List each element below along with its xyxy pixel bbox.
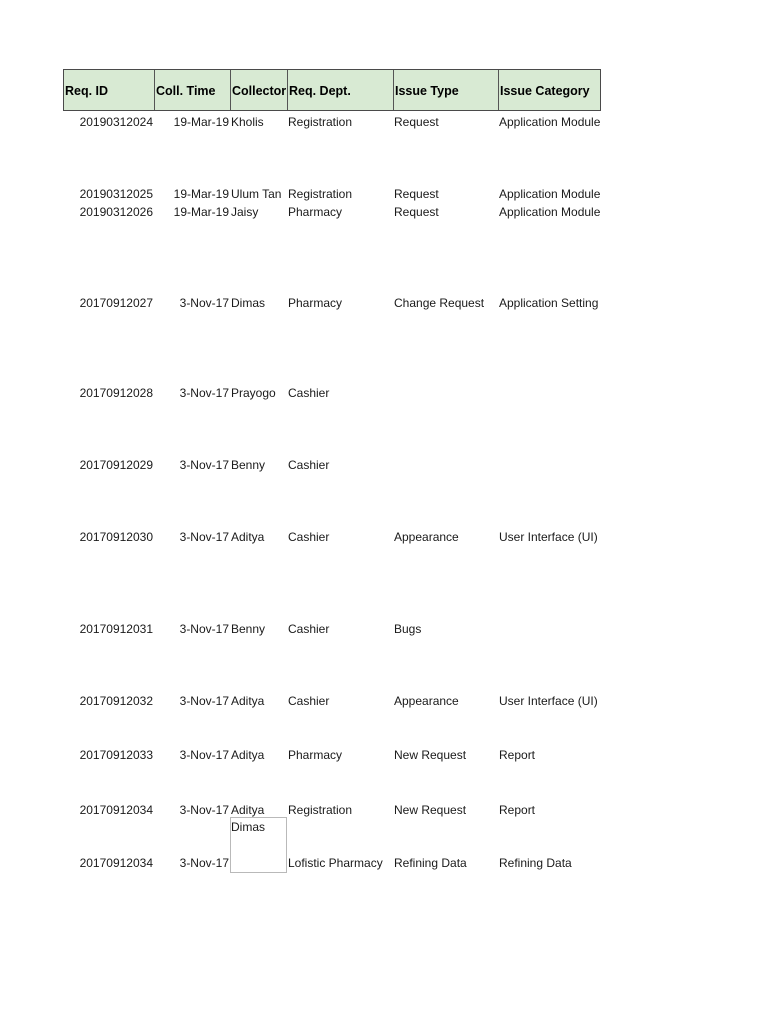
collector-cell[interactable]: Benny xyxy=(231,458,266,472)
issue-type-cell[interactable]: Request xyxy=(394,187,439,201)
issue-category-cell[interactable] xyxy=(499,620,602,638)
issue-category-cell[interactable] xyxy=(499,456,602,474)
req-dept-cell[interactable]: Cashier xyxy=(288,458,330,472)
header-req-dept[interactable]: Req. Dept. xyxy=(288,70,394,110)
req-dept-cell[interactable]: Cashier xyxy=(288,530,330,544)
collector-cell[interactable]: Aditya xyxy=(231,694,265,708)
req-id-cell[interactable]: 20170912034 xyxy=(79,803,153,817)
table-header xyxy=(63,69,601,111)
collector-cell[interactable]: Dimas xyxy=(231,820,266,834)
issue-type-cell[interactable]: Change Request xyxy=(394,296,485,310)
coll-time-cell[interactable]: 3-Nov-17 xyxy=(179,748,229,762)
issue-type-cell[interactable] xyxy=(394,384,498,402)
req-id-cell[interactable]: 20170912033 xyxy=(79,748,153,762)
issue-type-cell[interactable]: New Request xyxy=(394,748,467,762)
issue-category-cell[interactable]: Application Module xyxy=(499,187,601,201)
issue-category-cell[interactable] xyxy=(499,384,602,402)
issue-type-cell[interactable]: Appearance xyxy=(394,694,459,708)
coll-time-cell[interactable]: 19-Mar-19 xyxy=(173,187,229,201)
coll-time-cell[interactable]: 3-Nov-17 xyxy=(179,386,229,400)
coll-time-cell[interactable]: 3-Nov-17 xyxy=(179,296,229,310)
coll-time-cell[interactable]: 3-Nov-17 xyxy=(179,694,229,708)
req-dept-cell[interactable]: Registration xyxy=(288,803,353,817)
issue-category-cell[interactable]: Application Module xyxy=(499,115,601,129)
req-id-cell[interactable]: 20170912034 xyxy=(79,856,153,870)
coll-time-cell[interactable]: 3-Nov-17 xyxy=(179,856,229,870)
coll-time-cell[interactable]: 3-Nov-17 xyxy=(179,530,229,544)
collector-cell[interactable]: Aditya xyxy=(231,530,265,544)
req-dept-cell[interactable]: Registration xyxy=(288,187,353,201)
coll-time-cell[interactable]: 3-Nov-17 xyxy=(179,622,229,636)
collector-cell[interactable]: Jaisy xyxy=(231,205,259,219)
issue-category-cell[interactable]: Application Setting xyxy=(499,296,599,310)
req-id-cell[interactable]: 20190312025 xyxy=(79,187,153,201)
req-dept-cell[interactable]: Pharmacy xyxy=(288,748,343,762)
collector-cell[interactable]: Aditya xyxy=(231,748,265,762)
issue-type-cell[interactable]: Appearance xyxy=(394,530,459,544)
issue-type-cell[interactable]: Bugs xyxy=(394,622,422,636)
issue-type-cell[interactable]: Request xyxy=(394,205,439,219)
header-coll-time[interactable]: Coll. Time xyxy=(155,70,231,110)
collector-cell[interactable]: Benny xyxy=(231,622,266,636)
req-dept-cell[interactable]: Registration xyxy=(288,115,353,129)
req-dept-cell[interactable]: Cashier xyxy=(288,622,330,636)
coll-time-cell[interactable]: 19-Mar-19 xyxy=(173,205,229,219)
req-id-cell[interactable]: 20170912029 xyxy=(79,458,153,472)
issue-category-cell[interactable]: Refining Data xyxy=(499,856,572,870)
req-dept-cell[interactable]: Pharmacy xyxy=(288,205,343,219)
issue-type-cell[interactable] xyxy=(394,456,498,474)
issue-type-cell[interactable]: Refining Data xyxy=(394,856,467,870)
issue-type-cell[interactable]: Request xyxy=(394,115,439,129)
collector-cell[interactable]: Kholis xyxy=(231,115,264,129)
collector-cell[interactable]: Ulum Tan xyxy=(231,187,282,201)
issue-category-cell[interactable]: User Interface (UI) xyxy=(499,530,598,544)
req-id-cell[interactable]: 20190312026 xyxy=(79,205,153,219)
issue-category-cell[interactable]: Application Module xyxy=(499,205,601,219)
header-issue-category[interactable]: Issue Category xyxy=(500,84,590,98)
collector-cell[interactable]: Aditya xyxy=(231,803,265,817)
req-id-cell[interactable]: 20170912030 xyxy=(79,530,153,544)
req-dept-cell[interactable]: Lofistic Pharmacy xyxy=(288,856,383,870)
coll-time-cell[interactable]: 3-Nov-17 xyxy=(179,803,229,817)
header-issue-type[interactable]: Issue Type xyxy=(394,70,499,110)
req-id-cell[interactable]: 20170912028 xyxy=(79,386,153,400)
issue-category-cell[interactable]: Report xyxy=(499,748,536,762)
issue-category-cell[interactable]: Report xyxy=(499,803,536,817)
coll-time-cell[interactable]: 19-Mar-19 xyxy=(173,115,229,129)
req-id-cell[interactable]: 20170912027 xyxy=(79,296,153,310)
req-id-cell[interactable]: 20170912031 xyxy=(79,622,153,636)
collector-cell[interactable]: Dimas xyxy=(231,296,266,310)
coll-time-cell[interactable]: 3-Nov-17 xyxy=(179,458,229,472)
req-dept-cell[interactable]: Pharmacy xyxy=(288,296,343,310)
issue-category-cell[interactable]: User Interface (UI) xyxy=(499,694,598,708)
req-dept-cell[interactable]: Cashier xyxy=(288,386,330,400)
issue-type-cell[interactable]: New Request xyxy=(394,803,467,817)
req-id-cell[interactable]: 20190312024 xyxy=(79,115,153,129)
header-collector[interactable]: Collector xyxy=(231,70,288,110)
req-dept-cell[interactable]: Cashier xyxy=(288,694,330,708)
collector-cell[interactable]: Prayogo xyxy=(231,386,276,400)
header-req-id[interactable]: Req. ID xyxy=(64,70,155,110)
req-id-cell[interactable]: 20170912032 xyxy=(79,694,153,708)
